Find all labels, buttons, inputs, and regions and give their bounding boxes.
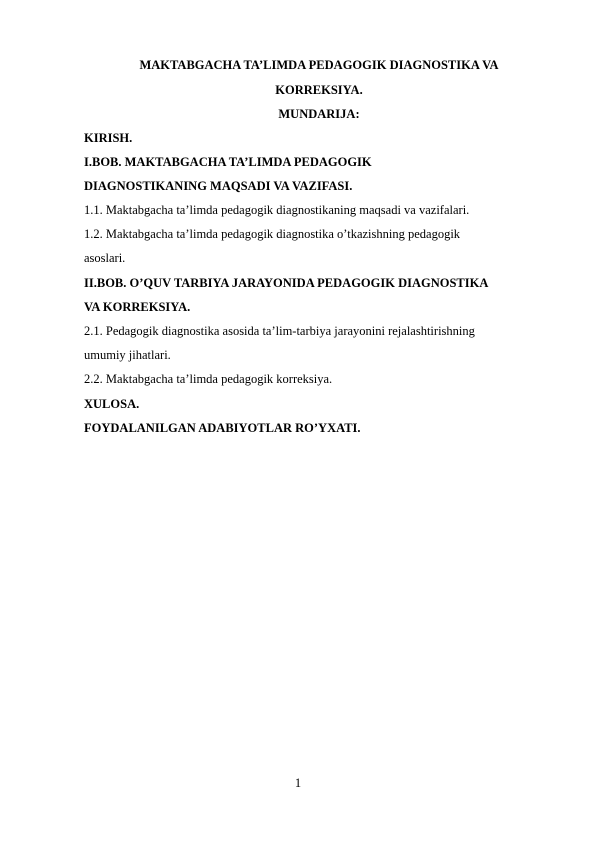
toc-chapter-1-line-2: DIAGNOSTIKANING MAQSADI VA VAZIFASI. bbox=[84, 179, 353, 193]
toc-section-2-1-line-2: umumiy jihatlari. bbox=[84, 348, 171, 362]
toc-section-2-1-line-1: 2.1. Pedagogik diagnostika asosida ta’lim-tarbiya jarayonini rejalashtirishning bbox=[84, 324, 475, 338]
toc-section-1-1: 1.1. Maktabgacha ta’limda pedagogik diagnostikaning maqsadi va vazifalari. bbox=[84, 203, 470, 217]
toc-section-1-2-line-2: asoslari. bbox=[84, 251, 126, 265]
toc-intro: KIRISH. bbox=[84, 131, 133, 145]
toc-section-2-2: 2.2. Maktabgacha ta’limda pedagogik korreksiya. bbox=[84, 372, 333, 386]
contents-heading: MUNDARIJA: bbox=[278, 107, 360, 121]
toc-references: FOYDALANILGAN ADABIYOTLAR RO’YXATI. bbox=[84, 421, 361, 435]
document-title-line-1: MAKTABGACHA TA’LIMDA PEDAGOGIK DIAGNOSTIKA VA bbox=[139, 58, 499, 72]
toc-chapter-2-line-1: II.BOB. O’QUV TARBIYA JARAYONIDA PEDAGOGIK DIAGNOSTIKA bbox=[84, 276, 489, 290]
document-title-line-2: KORREKSIYA. bbox=[275, 83, 363, 97]
page-number: 1 bbox=[294, 776, 302, 790]
toc-section-1-2-line-1: 1.2. Maktabgacha ta’limda pedagogik diagnostika o’tkazishning pedagogik bbox=[84, 227, 461, 241]
toc-conclusion: XULOSA. bbox=[84, 397, 140, 411]
toc-chapter-1-line-1: I.BOB. MAKTABGACHA TA’LIMDA PEDAGOGIK bbox=[84, 155, 372, 169]
toc-chapter-2-line-2: VA KORREKSIYA. bbox=[84, 300, 191, 314]
